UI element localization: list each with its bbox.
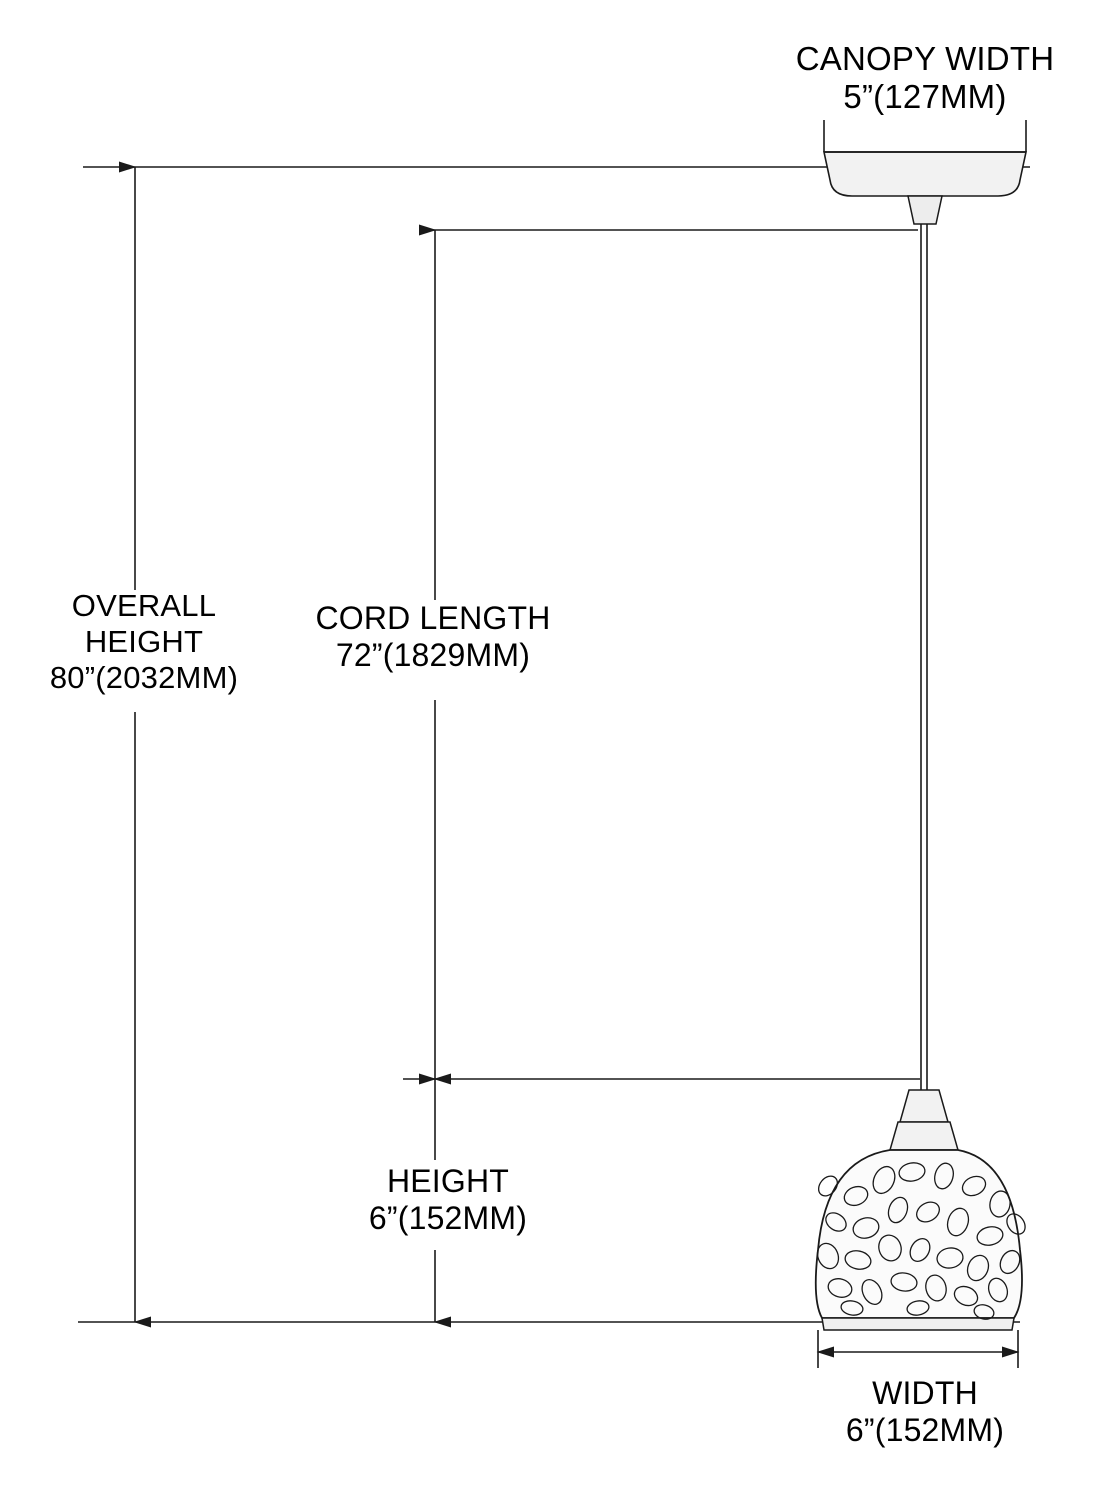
cord-length-label [278,600,588,674]
cord-length-label-name: CORD LENGTH [315,600,551,636]
canopy [824,152,1026,224]
overall-height-label-name-line2: HEIGHT [84,623,204,659]
cord [921,224,927,1090]
shade-width-label-name: WIDTH [872,1375,978,1411]
shade-height-label-value: 6”(152MM) [368,1200,528,1237]
shade-width-label [810,1375,1040,1449]
overall-height-label-name-line1: OVERALL [71,588,217,623]
shade-height-label [318,1163,578,1237]
extension-lines [78,167,1030,1322]
canopy-width-label [760,40,1090,117]
canopy-width-label-value: 5”(127MM) [843,78,1007,116]
cord-length-label-value: 72”(1829MM) [335,637,531,674]
shade-width-label-value: 6”(152MM) [845,1412,1005,1449]
overall-height-label-value: 80”(2032MM) [49,659,239,695]
glass-shade [814,1150,1029,1330]
canopy-cord-grip [908,196,942,224]
canopy-width-label-name: CANOPY WIDTH [795,40,1055,77]
shade-height-label-name: HEIGHT [386,1163,510,1199]
socket-fitter [890,1090,958,1150]
overall-height-label [10,588,278,696]
